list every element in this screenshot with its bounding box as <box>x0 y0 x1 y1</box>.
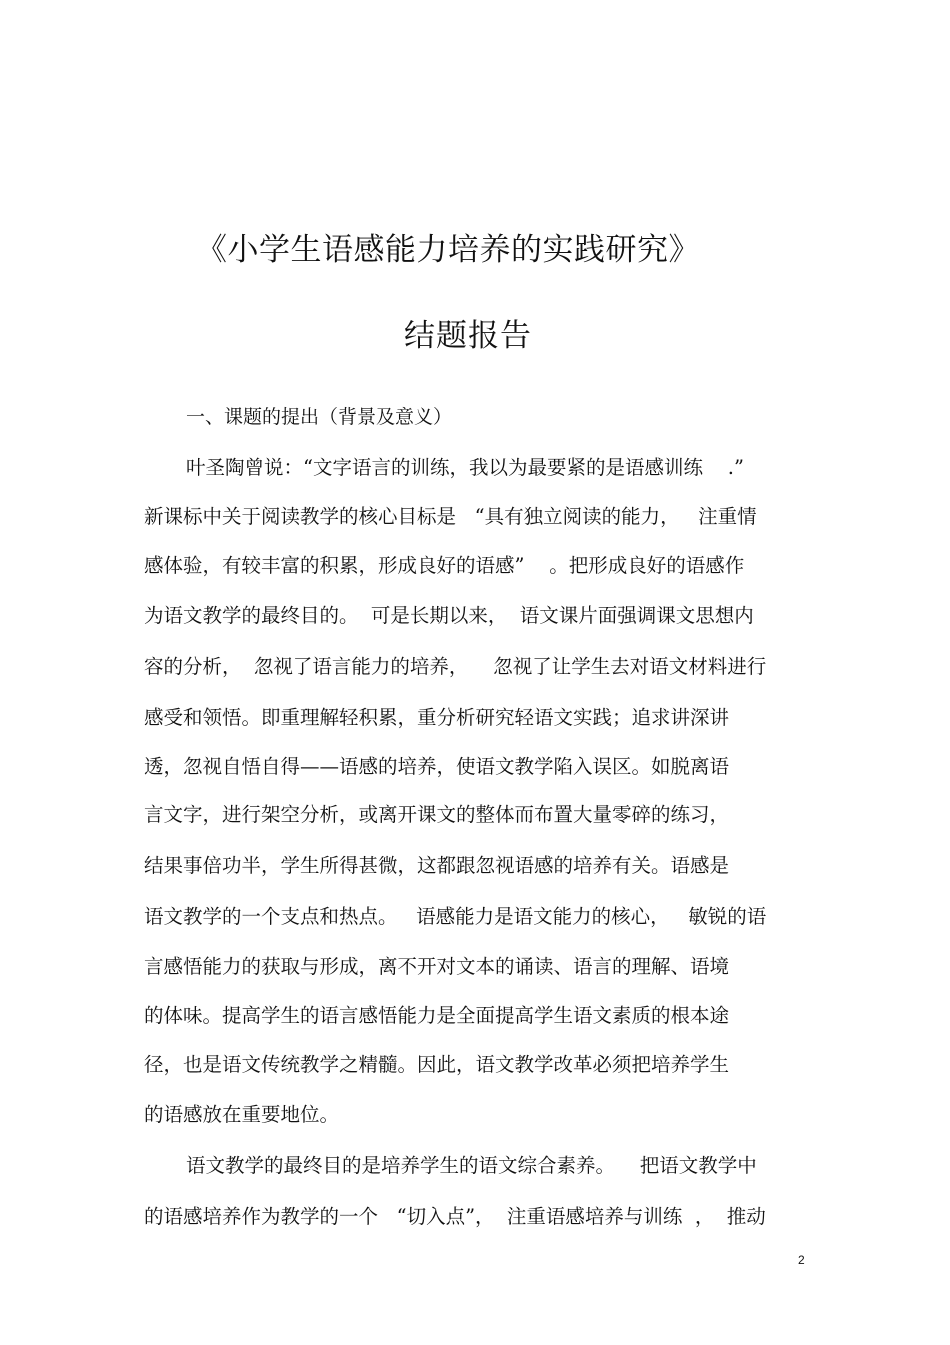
page-number: 2 <box>798 1253 805 1267</box>
paragraph-line: 的语感放在重要地位。 <box>144 1103 340 1126</box>
paragraph-line: 感体验，有较丰富的积累，形成良好的语感” 。把形成良好的语感作 <box>144 554 745 577</box>
paragraph-line: 的体味。提高学生的语言感悟能力是全面提高学生语文素质的根本途 <box>144 1004 730 1027</box>
paragraph-line: 语文教学的最终目的是培养学生的语文综合素养。 把语文教学中 <box>186 1154 757 1177</box>
document-subtitle: 结题报告 <box>404 318 532 354</box>
paragraph-line: 语文教学的一个支点和热点。 语感能力是语文能力的核心， 敏锐的语 <box>144 905 767 928</box>
paragraph-line: 言感悟能力的获取与形成，离不开对文本的诵读、语言的理解、语境 <box>144 955 730 978</box>
section-heading: 一、课题的提出（背景及意义） <box>186 406 453 428</box>
paragraph-line: 言文字，进行架空分析，或离开课文的整体而布置大量零碎的练习， <box>144 803 730 826</box>
paragraph-line: 结果事倍功半，学生所得甚微，这都跟忽视语感的培养有关。语感是 <box>144 854 730 877</box>
document-title: 《小学生语感能力培养的实践研究》 <box>196 232 700 268</box>
paragraph-line: 感受和领悟。即重理解轻积累，重分析研究轻语文实践；追求讲深讲 <box>144 706 730 729</box>
paragraph-line: 为语文教学的最终目的。 可是长期以来， 语文课片面强调课文思想内 <box>144 604 754 627</box>
paragraph-line: 透，忽视自悟自得——语感的培养，使语文教学陷入误区。如脱离语 <box>144 755 730 778</box>
paragraph-line: 新课标中关于阅读教学的核心目标是 “具有独立阅读的能力， 注重情 <box>144 505 757 528</box>
paragraph-line: 径，也是语文传统教学之精髓。因此，语文教学改革必须把培养学生 <box>144 1053 730 1076</box>
paragraph-line: 的语感培养作为教学的一个 “切入点”， 注重语感培养与训练 ， 推动 <box>144 1205 766 1228</box>
paragraph-line: 叶圣陶曾说：“文字语言的训练，我以为最要紧的是语感训练 .” <box>186 456 744 479</box>
paragraph-line: 容的分析， 忽视了语言能力的培养， 忽视了让学生去对语文材料进行 <box>144 655 767 678</box>
